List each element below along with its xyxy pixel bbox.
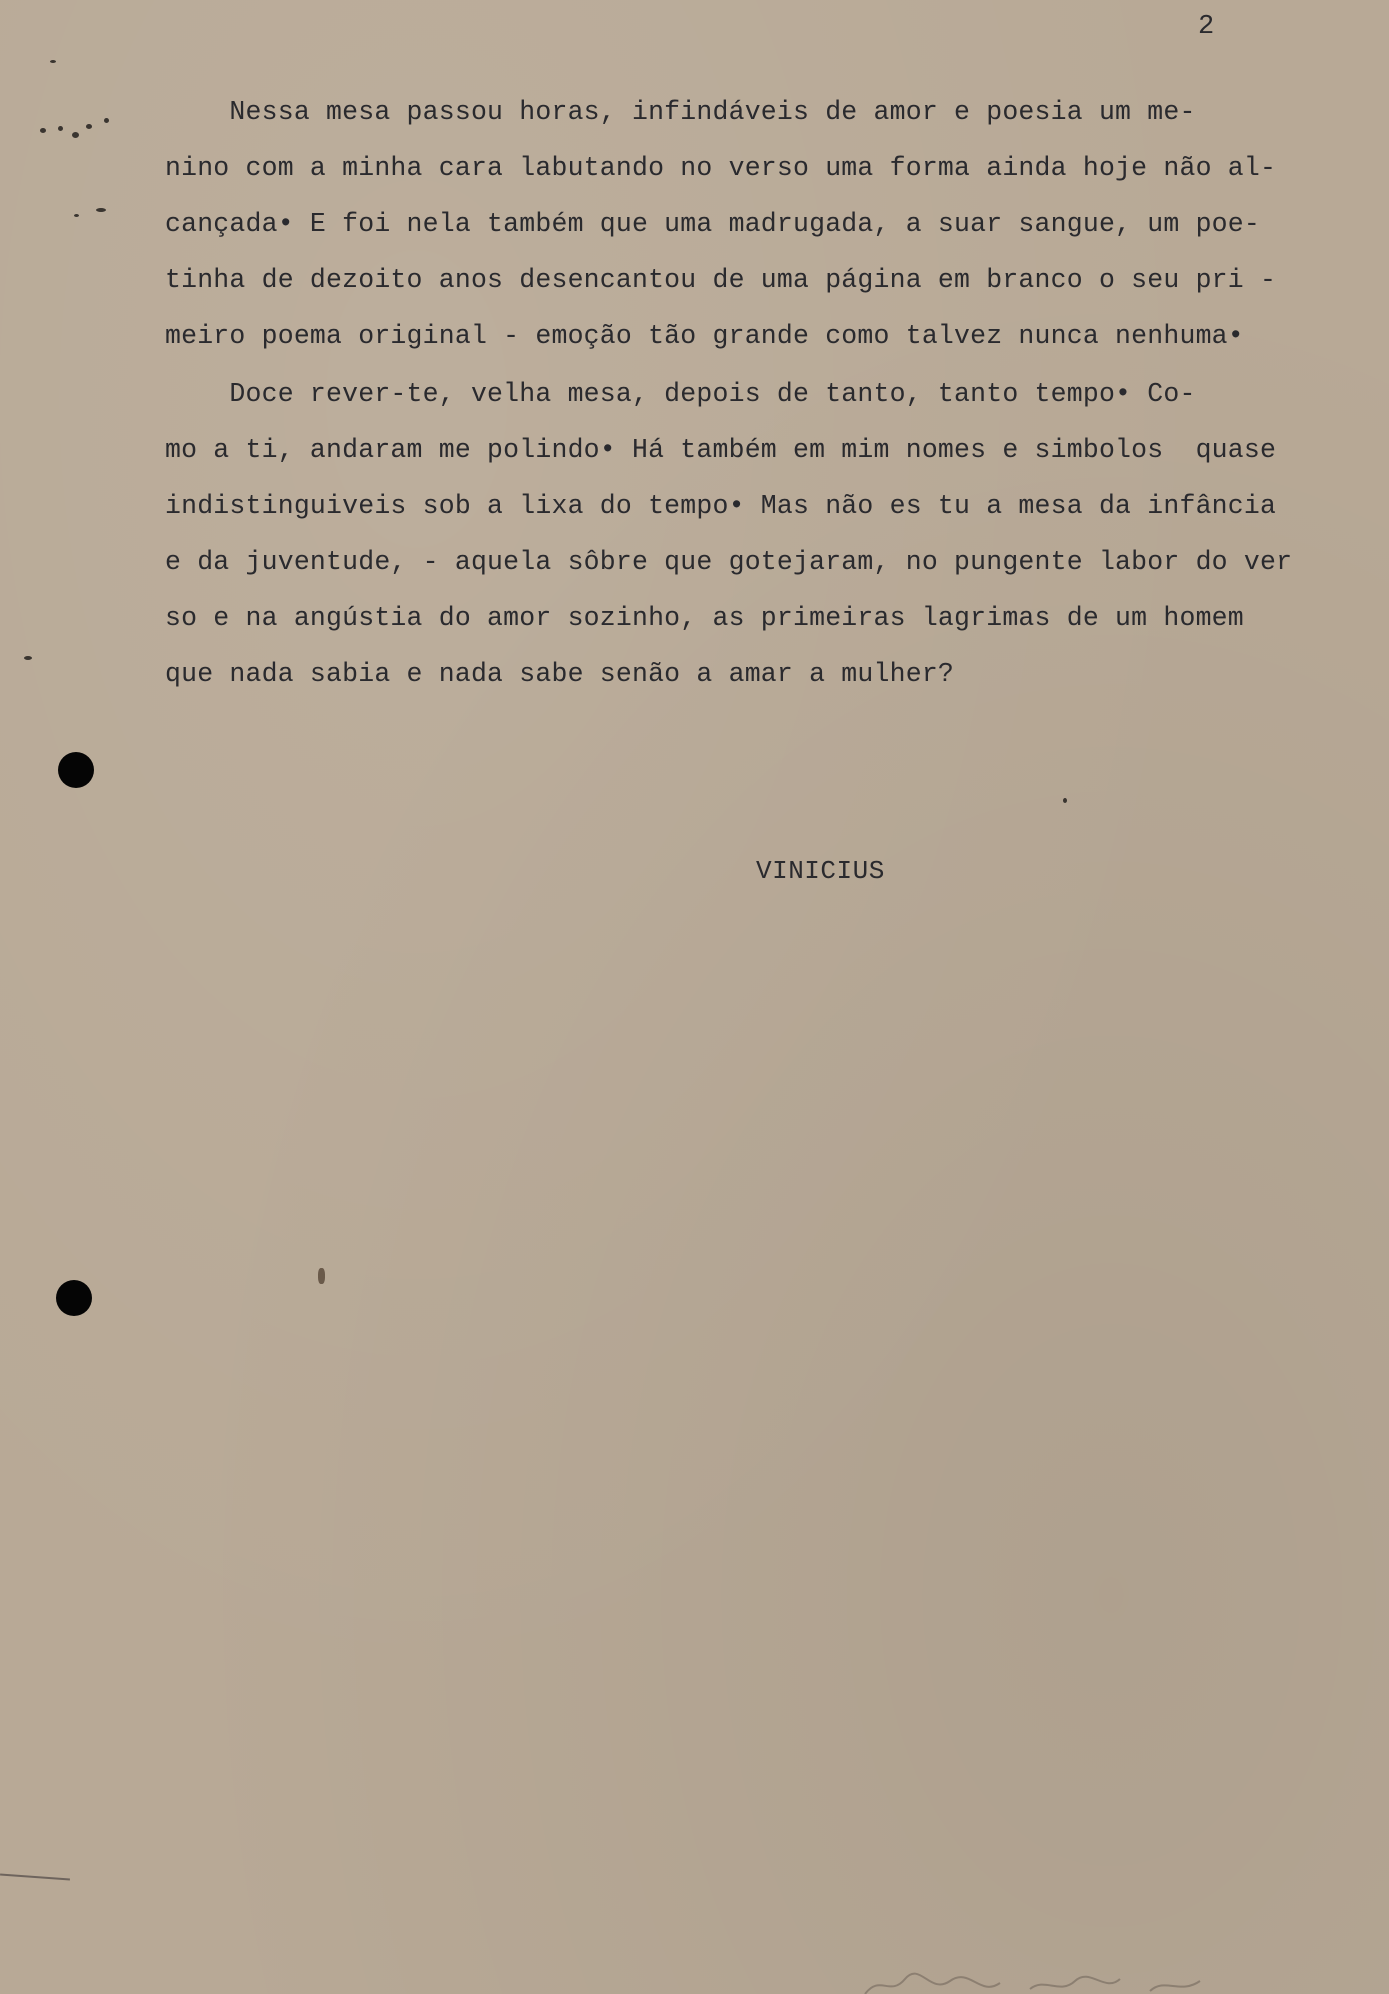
faint-handwriting-mark [860, 1968, 1220, 1994]
text-line-8: indistinguiveis sob a lixa do tempo• Mas não es tu a mesa da infância [165, 491, 1277, 521]
text-line-4: tinha de dezoito anos desencantou de uma página em branco o seu pri - [165, 265, 1277, 295]
punch-hole-top [58, 752, 94, 788]
text-line-7: mo a ti, andaram me polindo• Há também em mim nomes e simbolos quase [165, 435, 1277, 465]
signature: VINICIUS [756, 856, 885, 886]
ink-speck [318, 1268, 325, 1284]
text-line-6: Doce rever-te, velha mesa, depois de tanto, tanto tempo• Co- [165, 379, 1196, 409]
text-line-2: nino com a minha cara labutando no verso uma forma ainda hoje não al- [165, 153, 1277, 183]
ink-speck [96, 208, 106, 212]
ink-speck [72, 132, 79, 138]
edge-mark [0, 1874, 70, 1881]
ink-speck [50, 60, 56, 63]
handwriting-scribble [860, 1969, 1220, 1994]
text-line-10: so e na angústia do amor sozinho, as primeiras lagrimas de um homem [165, 603, 1244, 633]
ink-speck [74, 214, 79, 217]
text-line-3: cançada• E foi nela também que uma madrugada, a suar sangue, um poe- [165, 209, 1260, 239]
text-line-5: meiro poema original - emoção tão grande como talvez nunca nenhuma• [165, 321, 1244, 351]
text-line-11: que nada sabia e nada sabe senão a amar a mulher? [165, 659, 955, 689]
punch-hole-bottom [56, 1280, 92, 1316]
text-line-9: e da juventude, - aquela sôbre que gotejaram, no pungente labor do ver [165, 547, 1293, 577]
page-number: 2 [1198, 12, 1215, 42]
text-line-1: Nessa mesa passou horas, infindáveis de amor e poesia um me- [165, 97, 1196, 127]
ink-speck [58, 126, 63, 131]
ink-speck [40, 128, 46, 133]
ink-speck [1063, 798, 1067, 803]
ink-speck [86, 124, 92, 129]
ink-speck [24, 656, 32, 660]
ink-speck [104, 118, 109, 123]
